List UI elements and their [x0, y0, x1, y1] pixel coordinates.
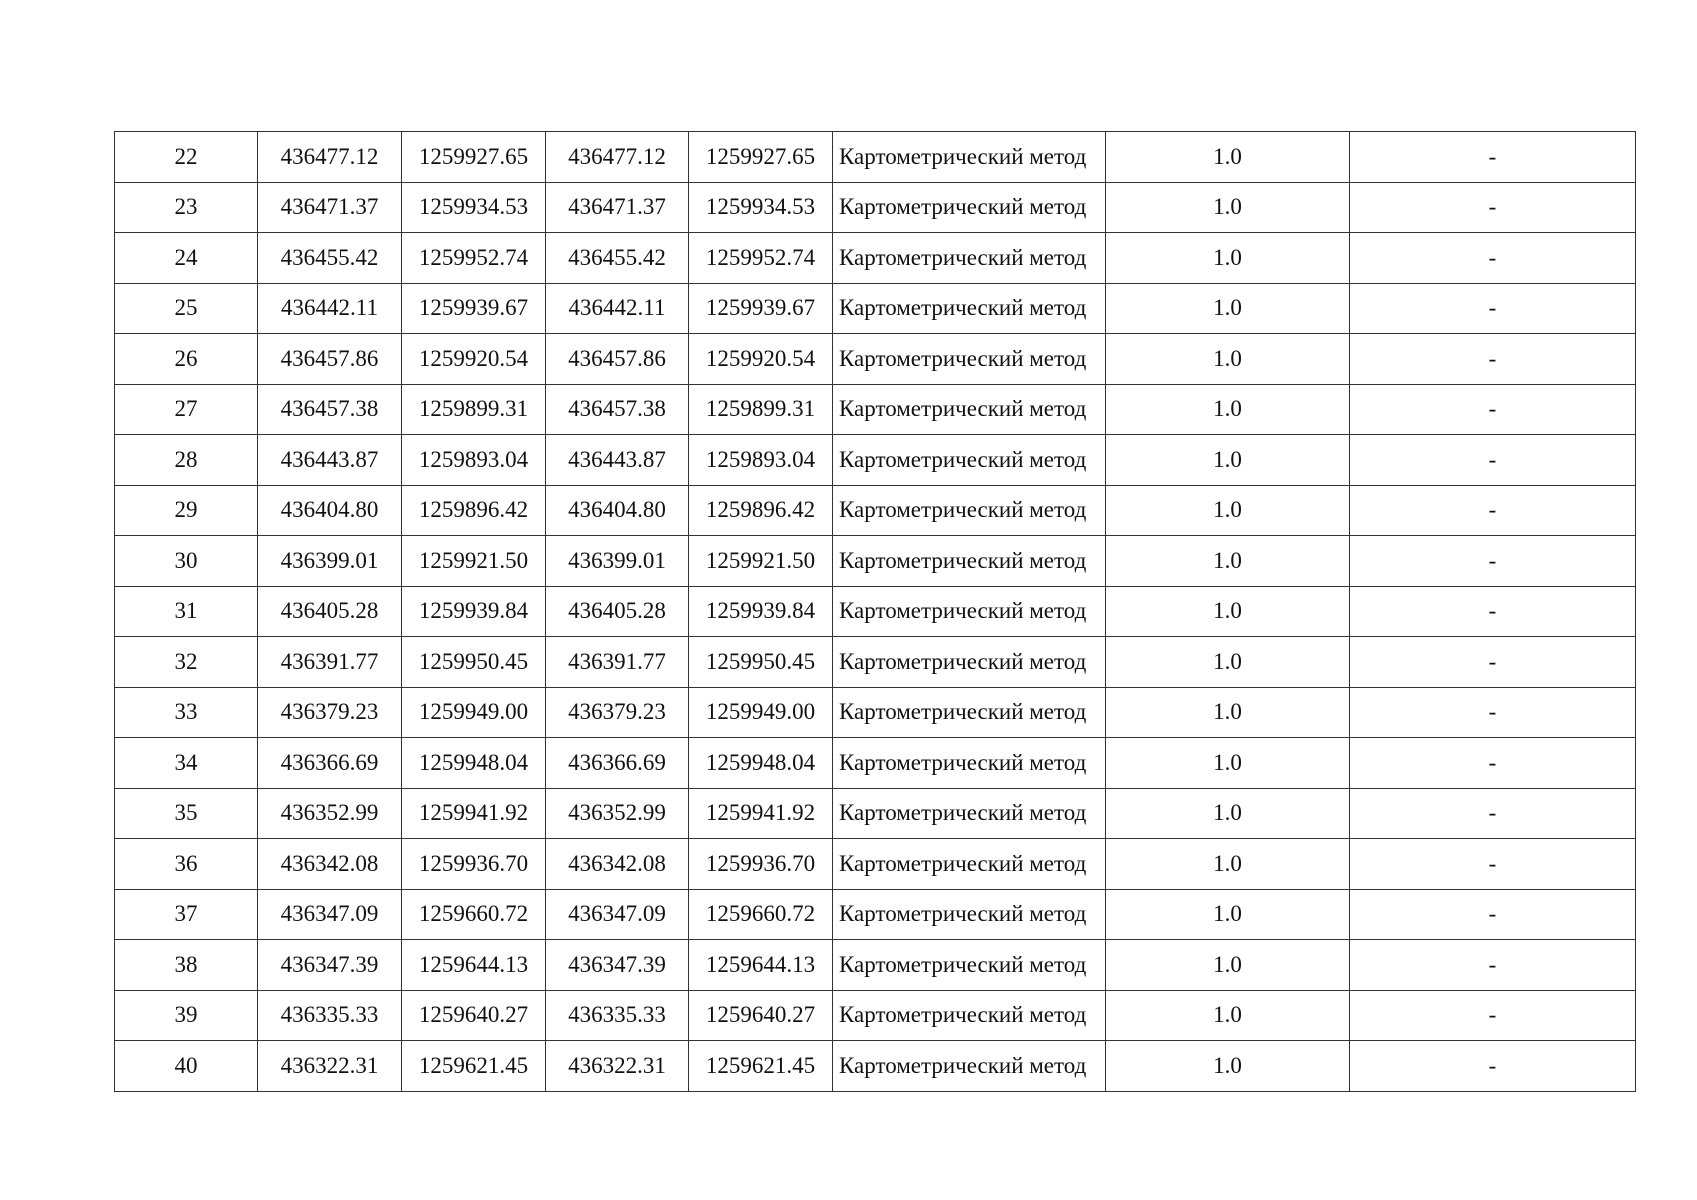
method-cell: Картометрический метод — [833, 637, 1106, 688]
accuracy-cell: 1.0 — [1106, 940, 1350, 991]
note-cell: - — [1350, 637, 1636, 688]
table-row — [115, 889, 1636, 940]
note-cell: - — [1350, 687, 1636, 738]
table-row — [115, 182, 1636, 233]
note-cell: - — [1350, 1041, 1636, 1092]
point-number-cell: 39 — [115, 990, 258, 1041]
method-cell: Картометрический метод — [833, 940, 1106, 991]
point-number-cell: 30 — [115, 536, 258, 587]
note-cell: - — [1350, 485, 1636, 536]
y-new-cell: 1259640.27 — [689, 990, 833, 1041]
y-new-cell: 1259949.00 — [689, 687, 833, 738]
y-new-cell: 1259950.45 — [689, 637, 833, 688]
table-row — [115, 334, 1636, 385]
x-cell: 436391.77 — [258, 637, 402, 688]
method-cell: Картометрический метод — [833, 687, 1106, 738]
note-cell: - — [1350, 990, 1636, 1041]
x-new-cell: 436477.12 — [546, 132, 689, 183]
x-cell: 436455.42 — [258, 233, 402, 284]
table-row — [115, 940, 1636, 991]
x-new-cell: 436404.80 — [546, 485, 689, 536]
method-cell: Картометрический метод — [833, 1041, 1106, 1092]
table-row — [115, 384, 1636, 435]
accuracy-cell: 1.0 — [1106, 384, 1350, 435]
accuracy-cell: 1.0 — [1106, 182, 1350, 233]
x-new-cell: 436457.86 — [546, 334, 689, 385]
x-cell: 436342.08 — [258, 839, 402, 890]
y-cell: 1259948.04 — [402, 738, 546, 789]
x-new-cell: 436399.01 — [546, 536, 689, 587]
note-cell: - — [1350, 940, 1636, 991]
x-cell: 436442.11 — [258, 283, 402, 334]
y-new-cell: 1259899.31 — [689, 384, 833, 435]
note-cell: - — [1350, 586, 1636, 637]
table-row — [115, 132, 1636, 183]
point-number-cell: 36 — [115, 839, 258, 890]
y-new-cell: 1259939.84 — [689, 586, 833, 637]
point-number-cell: 40 — [115, 1041, 258, 1092]
note-cell: - — [1350, 738, 1636, 789]
y-cell: 1259920.54 — [402, 334, 546, 385]
x-cell: 436366.69 — [258, 738, 402, 789]
accuracy-cell: 1.0 — [1106, 839, 1350, 890]
x-new-cell: 436366.69 — [546, 738, 689, 789]
y-new-cell: 1259934.53 — [689, 182, 833, 233]
point-number-cell: 37 — [115, 889, 258, 940]
table-row — [115, 637, 1636, 688]
y-new-cell: 1259893.04 — [689, 435, 833, 486]
y-new-cell: 1259660.72 — [689, 889, 833, 940]
method-cell: Картометрический метод — [833, 990, 1106, 1041]
method-cell: Картометрический метод — [833, 788, 1106, 839]
method-cell: Картометрический метод — [833, 738, 1106, 789]
x-new-cell: 436457.38 — [546, 384, 689, 435]
accuracy-cell: 1.0 — [1106, 233, 1350, 284]
x-new-cell: 436322.31 — [546, 1041, 689, 1092]
note-cell: - — [1350, 182, 1636, 233]
method-cell: Картометрический метод — [833, 283, 1106, 334]
x-cell: 436379.23 — [258, 687, 402, 738]
y-new-cell: 1259948.04 — [689, 738, 833, 789]
table-row — [115, 839, 1636, 890]
x-new-cell: 436379.23 — [546, 687, 689, 738]
note-cell: - — [1350, 132, 1636, 183]
accuracy-cell: 1.0 — [1106, 334, 1350, 385]
x-cell: 436471.37 — [258, 182, 402, 233]
accuracy-cell: 1.0 — [1106, 132, 1350, 183]
table-row — [115, 435, 1636, 486]
table-row — [115, 233, 1636, 284]
point-number-cell: 38 — [115, 940, 258, 991]
x-new-cell: 436471.37 — [546, 182, 689, 233]
note-cell: - — [1350, 334, 1636, 385]
x-new-cell: 436405.28 — [546, 586, 689, 637]
y-cell: 1259640.27 — [402, 990, 546, 1041]
note-cell: - — [1350, 233, 1636, 284]
point-number-cell: 27 — [115, 384, 258, 435]
method-cell: Картометрический метод — [833, 182, 1106, 233]
note-cell: - — [1350, 384, 1636, 435]
x-cell: 436457.38 — [258, 384, 402, 435]
x-new-cell: 436342.08 — [546, 839, 689, 890]
y-new-cell: 1259927.65 — [689, 132, 833, 183]
y-cell: 1259621.45 — [402, 1041, 546, 1092]
y-new-cell: 1259939.67 — [689, 283, 833, 334]
point-number-cell: 22 — [115, 132, 258, 183]
x-new-cell: 436335.33 — [546, 990, 689, 1041]
x-new-cell: 436391.77 — [546, 637, 689, 688]
note-cell: - — [1350, 283, 1636, 334]
y-cell: 1259941.92 — [402, 788, 546, 839]
point-number-cell: 31 — [115, 586, 258, 637]
accuracy-cell: 1.0 — [1106, 738, 1350, 789]
note-cell: - — [1350, 839, 1636, 890]
accuracy-cell: 1.0 — [1106, 889, 1350, 940]
y-new-cell: 1259896.42 — [689, 485, 833, 536]
x-cell: 436399.01 — [258, 536, 402, 587]
y-cell: 1259950.45 — [402, 637, 546, 688]
y-new-cell: 1259952.74 — [689, 233, 833, 284]
x-cell: 436335.33 — [258, 990, 402, 1041]
x-new-cell: 436443.87 — [546, 435, 689, 486]
y-new-cell: 1259921.50 — [689, 536, 833, 587]
table-row — [115, 485, 1636, 536]
y-cell: 1259644.13 — [402, 940, 546, 991]
x-cell: 436352.99 — [258, 788, 402, 839]
note-cell: - — [1350, 536, 1636, 587]
point-number-cell: 32 — [115, 637, 258, 688]
x-cell: 436347.09 — [258, 889, 402, 940]
method-cell: Картометрический метод — [833, 435, 1106, 486]
x-cell: 436347.39 — [258, 940, 402, 991]
y-cell: 1259921.50 — [402, 536, 546, 587]
accuracy-cell: 1.0 — [1106, 1041, 1350, 1092]
x-cell: 436404.80 — [258, 485, 402, 536]
accuracy-cell: 1.0 — [1106, 435, 1350, 486]
y-new-cell: 1259936.70 — [689, 839, 833, 890]
y-cell: 1259949.00 — [402, 687, 546, 738]
point-number-cell: 35 — [115, 788, 258, 839]
accuracy-cell: 1.0 — [1106, 536, 1350, 587]
accuracy-cell: 1.0 — [1106, 990, 1350, 1041]
x-cell: 436477.12 — [258, 132, 402, 183]
y-cell: 1259934.53 — [402, 182, 546, 233]
accuracy-cell: 1.0 — [1106, 485, 1350, 536]
x-cell: 436405.28 — [258, 586, 402, 637]
table-row — [115, 788, 1636, 839]
point-number-cell: 25 — [115, 283, 258, 334]
accuracy-cell: 1.0 — [1106, 586, 1350, 637]
y-cell: 1259939.67 — [402, 283, 546, 334]
point-number-cell: 23 — [115, 182, 258, 233]
coordinates-table — [114, 131, 1636, 1092]
point-number-cell: 34 — [115, 738, 258, 789]
method-cell: Картометрический метод — [833, 233, 1106, 284]
table-row — [115, 687, 1636, 738]
method-cell: Картометрический метод — [833, 384, 1106, 435]
method-cell: Картометрический метод — [833, 485, 1106, 536]
point-number-cell: 24 — [115, 233, 258, 284]
x-new-cell: 436347.39 — [546, 940, 689, 991]
y-cell: 1259927.65 — [402, 132, 546, 183]
point-number-cell: 29 — [115, 485, 258, 536]
y-new-cell: 1259941.92 — [689, 788, 833, 839]
accuracy-cell: 1.0 — [1106, 788, 1350, 839]
table-row — [115, 990, 1636, 1041]
y-cell: 1259939.84 — [402, 586, 546, 637]
method-cell: Картометрический метод — [833, 889, 1106, 940]
method-cell: Картометрический метод — [833, 132, 1106, 183]
method-cell: Картометрический метод — [833, 334, 1106, 385]
table-row — [115, 283, 1636, 334]
point-number-cell: 26 — [115, 334, 258, 385]
x-cell: 436443.87 — [258, 435, 402, 486]
point-number-cell: 33 — [115, 687, 258, 738]
y-cell: 1259936.70 — [402, 839, 546, 890]
point-number-cell: 28 — [115, 435, 258, 486]
x-new-cell: 436442.11 — [546, 283, 689, 334]
y-cell: 1259660.72 — [402, 889, 546, 940]
method-cell: Картометрический метод — [833, 839, 1106, 890]
method-cell: Картометрический метод — [833, 586, 1106, 637]
y-cell: 1259952.74 — [402, 233, 546, 284]
table-row — [115, 738, 1636, 789]
y-new-cell: 1259621.45 — [689, 1041, 833, 1092]
x-new-cell: 436352.99 — [546, 788, 689, 839]
table-body — [115, 132, 1636, 1092]
note-cell: - — [1350, 435, 1636, 486]
note-cell: - — [1350, 788, 1636, 839]
accuracy-cell: 1.0 — [1106, 283, 1350, 334]
x-cell: 436322.31 — [258, 1041, 402, 1092]
table-row — [115, 1041, 1636, 1092]
y-new-cell: 1259644.13 — [689, 940, 833, 991]
y-new-cell: 1259920.54 — [689, 334, 833, 385]
x-new-cell: 436455.42 — [546, 233, 689, 284]
accuracy-cell: 1.0 — [1106, 687, 1350, 738]
y-cell: 1259896.42 — [402, 485, 546, 536]
x-new-cell: 436347.09 — [546, 889, 689, 940]
x-cell: 436457.86 — [258, 334, 402, 385]
y-cell: 1259899.31 — [402, 384, 546, 435]
accuracy-cell: 1.0 — [1106, 637, 1350, 688]
table-row — [115, 536, 1636, 587]
note-cell: - — [1350, 889, 1636, 940]
table-row — [115, 586, 1636, 637]
y-cell: 1259893.04 — [402, 435, 546, 486]
method-cell: Картометрический метод — [833, 536, 1106, 587]
